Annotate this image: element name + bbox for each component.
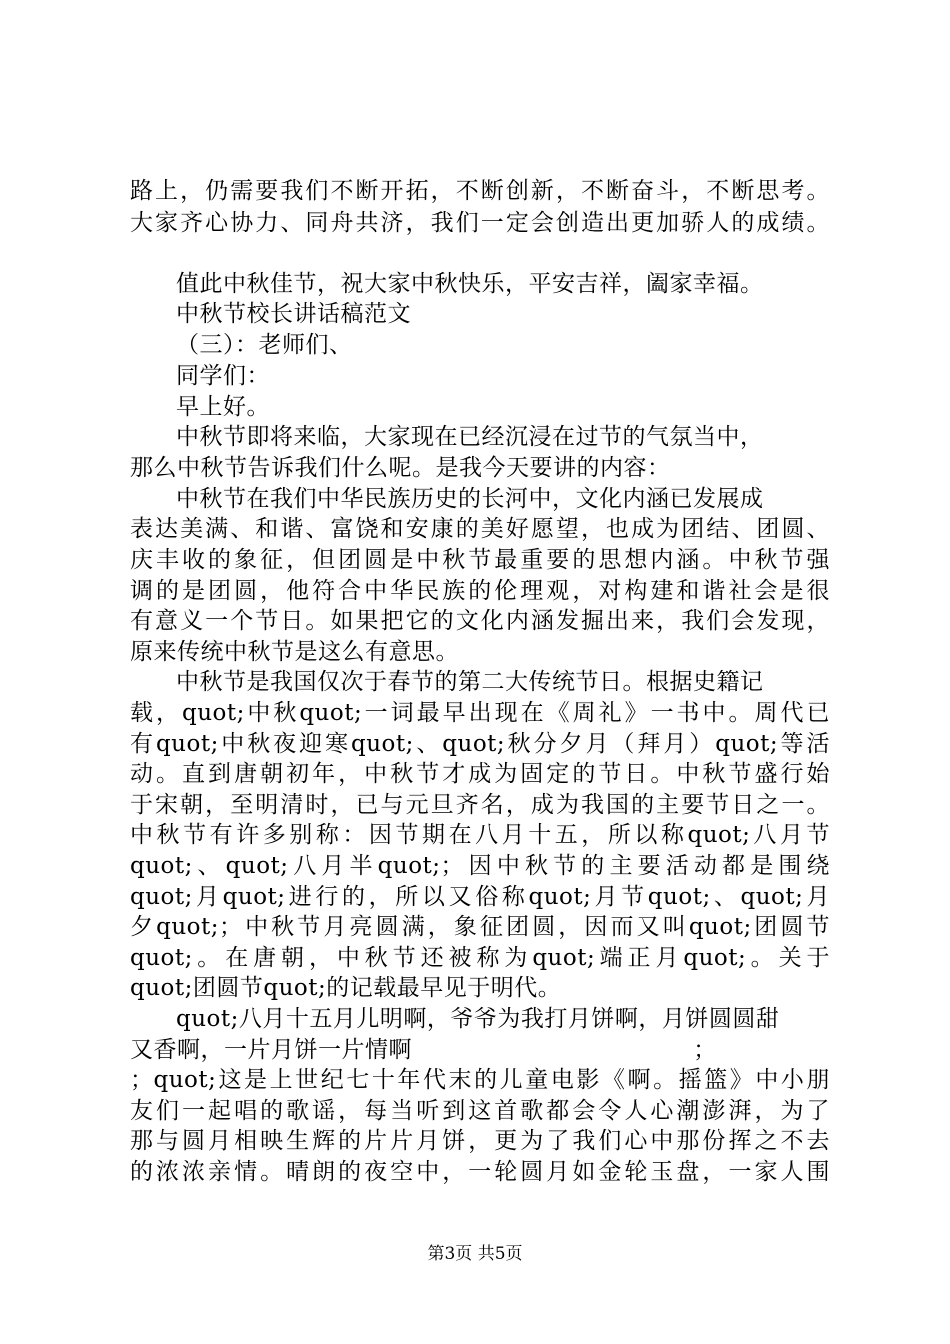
text-line: 有quot;中秋夜迎寒quot;、quot;秋分夕月（拜月）quot;等活 bbox=[130, 731, 830, 757]
text-line: 值此中秋佳节，祝大家中秋快乐，平安吉祥，阖家幸福。 bbox=[176, 271, 764, 297]
text-line: quot;、quot;八月半quot;；因中秋节的主要活动都是围绕 bbox=[130, 853, 830, 879]
text-line: 同学们： bbox=[176, 363, 270, 389]
text-line: 中秋节有许多别称：因节期在八月十五，所以称quot;八月节 bbox=[130, 822, 830, 848]
text-line: 于宋朝，至明清时，已与元旦齐名，成为我国的主要节日之一。 bbox=[130, 792, 830, 818]
text-line: 动。直到唐朝初年，中秋节才成为固定的节日。中秋节盛行始 bbox=[130, 761, 830, 787]
text-line: quot;团圆节quot;的记载最早见于明代。 bbox=[130, 975, 562, 1001]
text-line: 友们一起唱的歌谣，每当听到这首歌都会令人心潮澎湃，为了 bbox=[130, 1098, 830, 1124]
text-line: 那么中秋节告诉我们什么呢。是我今天要讲的内容： bbox=[130, 455, 671, 481]
text-line: 载，quot;中秋quot;一词最早出现在《周礼》一书中。周代已 bbox=[130, 700, 830, 726]
text-line: quot;。在唐朝，中秋节还被称为quot;端正月quot;。关于 bbox=[130, 945, 830, 971]
text-line: 调的是团圆，他符合中华民族的伦理观，对构建和谐社会是很 bbox=[130, 578, 830, 604]
text-line: 表达美满、和谐、富饶和安康的美好愿望，也成为团结、团圆、 bbox=[130, 516, 830, 542]
text-line: 夕quot;；中秋节月亮圆满，象征团圆，因而又叫quot;团圆节 bbox=[130, 914, 830, 940]
text-line: 中秋节即将来临，大家现在已经沉浸在过节的气氛当中， bbox=[176, 424, 764, 450]
page-footer: 第3页 共5页 bbox=[427, 1244, 523, 1264]
text-line: 的浓浓亲情。晴朗的夜空中，一轮圆月如金轮玉盘，一家人围 bbox=[130, 1159, 830, 1185]
text-line: 那与圆月相映生辉的片片月饼，更为了我们心中那份挥之不去 bbox=[130, 1128, 830, 1154]
text-line: ；quot;这是上世纪七十年代末的儿童电影《啊。摇篮》中小朋 bbox=[130, 1067, 830, 1093]
text-line: 庆丰收的象征，但团圆是中秋节最重要的思想内涵。中秋节强 bbox=[130, 547, 830, 573]
text-line: 大家齐心协力、同舟共济，我们一定会创造出更加骄人的成绩。 bbox=[130, 210, 830, 236]
text-line: 原来传统中秋节是这么有意思。 bbox=[130, 639, 459, 665]
text-line: 早上好。 bbox=[176, 394, 270, 420]
text-line: 路上，仍需要我们不断开拓，不断创新，不断奋斗，不断思考。 bbox=[130, 178, 830, 204]
text-line: 中秋节是我国仅次于春节的第二大传统节日。根据史籍记 bbox=[176, 669, 764, 695]
text-line: 有意义一个节日。如果把它的文化内涵发掘出来，我们会发现， bbox=[130, 608, 830, 634]
text-line: （三）：老师们、 bbox=[176, 332, 353, 358]
text-line: 又香啊，一片月饼一片情啊 ； bbox=[130, 1037, 717, 1063]
text-line: 中秋节在我们中华民族历史的长河中，文化内涵已发展成 bbox=[176, 486, 764, 512]
text-line: quot;八月十五月儿明啊，爷爷为我打月饼啊，月饼圆圆甜 bbox=[176, 1006, 780, 1032]
text-line: 中秋节校长讲话稿范文 bbox=[176, 301, 411, 327]
text-line: quot;月quot;进行的，所以又俗称quot;月节quot;、quot;月 bbox=[130, 884, 831, 910]
